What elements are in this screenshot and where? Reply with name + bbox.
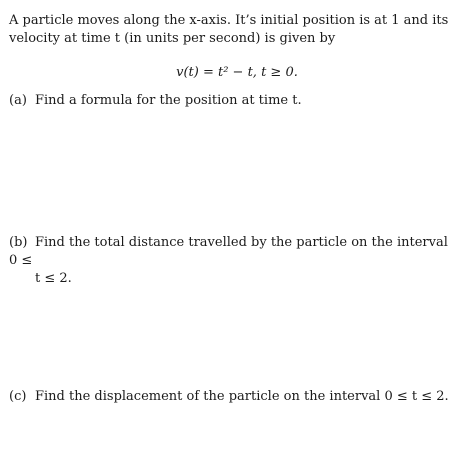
question-part-c xyxy=(9,388,459,406)
question-text-a: Find a formula for the position at time t. xyxy=(35,93,302,108)
question-part-b xyxy=(9,234,459,288)
velocity-equation: v(t) = t² − t, t ≥ 0. xyxy=(176,65,298,80)
question-text-b-line-1: Find the total distance travelled by the particle on the interval 0 ≤ xyxy=(9,235,448,268)
question-label-c: (c) xyxy=(9,389,27,404)
question-text-b-line-2: t ≤ 2. xyxy=(35,271,72,286)
problem-statement xyxy=(9,12,459,48)
question-label-a: (a) xyxy=(9,93,27,108)
question-part-a xyxy=(9,92,459,110)
problem-intro-line-2: velocity at time t (in units per second) is given by xyxy=(9,31,336,46)
problem-intro-line-1: A particle moves along the x-axis. It’s initial position is at 1 and its xyxy=(9,13,449,28)
question-label-b: (b) xyxy=(9,235,28,250)
question-text-c: Find the displacement of the particle on the interval 0 ≤ t ≤ 2. xyxy=(35,389,449,404)
